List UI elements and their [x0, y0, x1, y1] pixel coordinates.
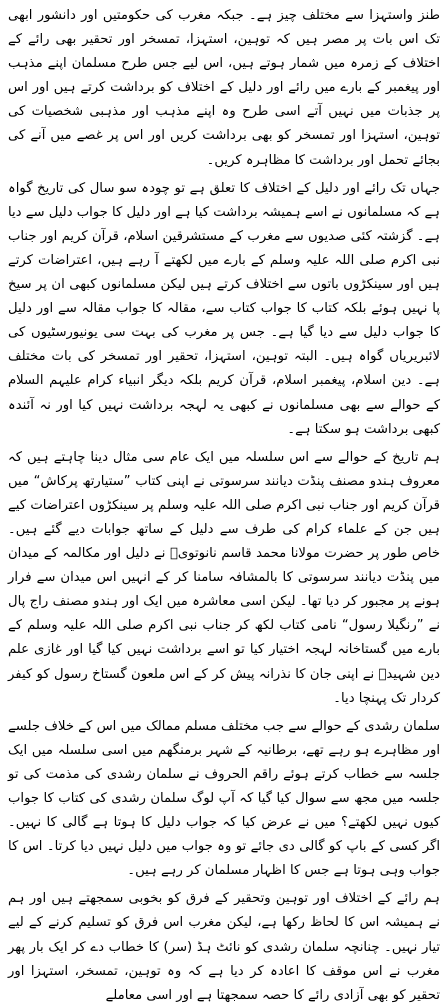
- article-paragraph-4: سلمان رشدی کے حوالے سے جب مختلف مسلم ممالک میں اس کے خلاف جلسے اور مظاہرے ہو رہے تھے، برطانیہ کے شہر برمنگھم میں اسی سلسلہ میں ایک جلسہ سے خطاب کرتے ہوئے راقم الحروف نے سلمان رشدی کی مذمت کی تو جلسہ میں مجھ سے سوال کیا گیا کہ آپ لوگ سلمان رشدی کی کتاب کا جواب کیوں نہیں لکھتے؟ میں نے عرض کیا کہ جواب دلیل کا ہوتا ہے گالی کا نہیں۔ اگر کسی کے باپ کو گالی دی جائے تو وہ جواب میں دلیل نہیں دیا کرتا۔ اس کا جواب وہی ہوتا ہے جس کا اظہار مسلمان کر رہے ہیں۔: [8, 718, 440, 879]
- article-paragraph-2: جہاں تک رائے اور دلیل کے اختلاف کا تعلق ہے تو چودہ سو سال کی تاریخ گواہ ہے کہ مسلمانوں نے اسے ہمیشہ برداشت کیا ہے اور دلیل کا جواب دلیل سے دیا ہے۔ گزشتہ کئی صدیوں سے مغرب کے مستشرقین اسلام، قرآن کریم اور جناب نبی اکرم صلی اللہ علیہ وسلم کے بارے میں لکھتے آ رہے ہیں، اعتراضات کرتے ہیں اور سینکڑوں باتوں سے اختلاف کرتے ہیں لیکن مسلمانوں کبھی ان پر سیخ پا نہیں ہوئے بلکہ کتاب کا جواب کتاب سے، مقالہ کا جواب مقالہ سے اور دلیل کا جواب دلیل سے دیا گیا ہے۔ جس پر مغرب کی بہت سی یونیورسٹیوں کی لائبریریاں گواہ ہیں۔ البتہ توہین، استہزا، تحقیر اور تمسخر کی بات مختلف ہے۔ دین اسلام، پیغمبر اسلام، قرآن کریم بلکہ دیگر انبیاء کرام علیہم السلام کے حوالے سے بھی مسلمانوں نے کبھی یہ لہجہ برداشت نہیں کیا اور نہ آئندہ کبھی برداشت ہو سکتا ہے۔: [7, 180, 440, 437]
- article-paragraph-5: ہم رائے کے اختلاف اور توہین وتحقیر کے فرق کو بخوبی سمجھتے ہیں اور ہم نے ہمیشہ اس کا لحاظ رکھا ہے، لیکن مغرب اس فرق کو تسلیم کرنے کے لیے تیار نہیں۔ چنانچہ سلمان رشدی کو نائٹ ہڈ (سر) کا خطاب دے کر ایک بار پھر مغرب نے اس موقف کا اعادہ کر دیا ہے کہ وہ توہین، تمسخر، استہزا اور تحقیر کو بھی آزادی رائے کا حصہ سمجھتا ہے اور اسی معاملے: [8, 891, 440, 1003]
- article-paragraph-3: ہم تاریخ کے حوالے سے اس سلسلہ میں ایک عام سی مثال دینا چاہتے ہیں کہ معروف ہندو مصنف پنڈت دیانند سرسوتی نے اپنی کتاب ”ستیارتھ پرکاش“ میں قرآن کریم اور جناب نبی اکرم صلی اللہ علیہ وسلم پر سینکڑوں اعتراضات کیے ہیں جن کے علماء کرام کی طرف سے دلیل کے ساتھ جوابات دیے گئے ہیں۔ خاص طور پر حضرت مولانا محمد قاسم نانوتویؒ نے دلیل اور مکالمہ کے میدان میں پنڈت دیانند سرسوتی کا بالمشافہ سامنا کر کے انہیں اس میدان سے فرار ہونے پر مجبور کر دیا تھا۔ لیکن اسی معاشرہ میں ایک اور ہندو مصنف راج پال نے ”رنگیلا رسول“ نامی کتاب لکھ کر جناب نبی اکرم صلی اللہ علیہ وسلم کے بارے میں گستاخانہ لہجہ اختیار کیا تو اسے برداشت نہیں کیا گیا اور غازی علم دین شہیدؒ نے اپنی جان کا نذرانہ پیش کر کے اس ملعون گستاخ رسول کو کیفر کردار تک پہنچا دیا۔: [8, 449, 440, 706]
- article-paragraph-1: طنز واستہزا سے مختلف چیز ہے۔ جبکہ مغرب کی حکومتیں اور دانشور ابھی تک اس بات پر مصر ہیں کہ توہین، استہزا، تمسخر اور تحقیر بھی رائے کے اختلاف کے زمرہ میں شمار ہوتے ہیں، اس لیے جس طرح مسلمان اپنے مذہب اور پیغمبر کے بارے میں رائے اور دلیل کے اختلاف کو برداشت کرتے ہیں اور اس پر جذبات میں نہیں آتے اسی طرح وہ اپنے مذہب اور مذہبی شخصیات کی توہین، استہزا اور تمسخر کو بھی برداشت کریں اور اس پر غصے میں آنے کی بجائے تحمل اور برداشت کا مظاہرہ کریں۔: [8, 8, 440, 168]
